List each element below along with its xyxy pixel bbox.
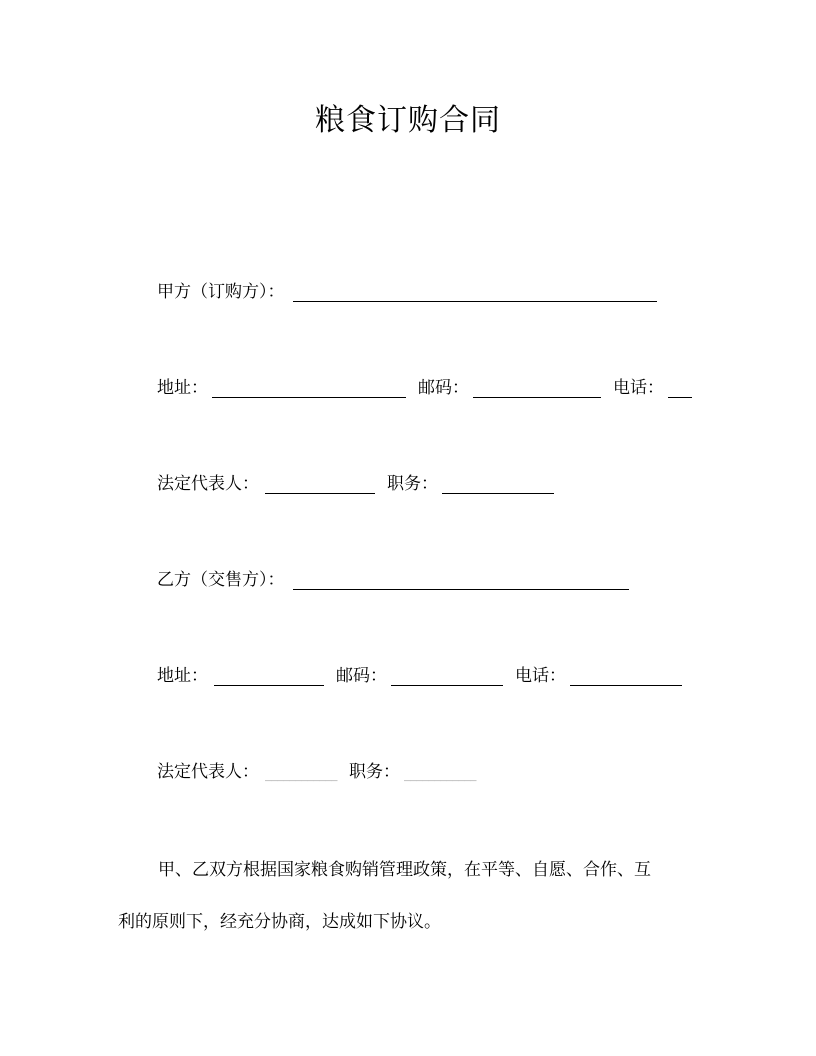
party-a-postcode-field[interactable]: [473, 379, 601, 398]
party-b-postcode-label: 邮码：: [336, 666, 387, 686]
party-b-position-field[interactable]: ____________: [404, 767, 476, 782]
intro-line-1: 甲、乙双方根据国家粮食购销管理政策，在平等、自愿、合作、互: [158, 860, 651, 880]
party-a-name-field[interactable]: [293, 283, 657, 302]
party-a-rep-row: [157, 470, 554, 494]
party-a-address-field[interactable]: [212, 379, 406, 398]
party-b-name-field[interactable]: [293, 571, 629, 590]
party-a-label: 甲方（订购方）：: [157, 282, 285, 302]
party-b-label: 乙方（交售方）：: [157, 570, 285, 590]
party-b-phone-label: 电话：: [515, 666, 566, 686]
party-a-rep-field[interactable]: [265, 475, 375, 494]
party-a-address-label: 地址：: [157, 378, 208, 398]
party-b-position-label: 职务：: [349, 762, 400, 782]
party-b-address-field[interactable]: [214, 667, 324, 686]
party-a-phone-field[interactable]: [668, 379, 692, 398]
intro-line-2: 利的原则下，经充分协商，达成如下协议。: [118, 912, 441, 932]
party-a-row: [157, 278, 657, 302]
party-b-phone-field[interactable]: [570, 667, 682, 686]
party-b-address-label: 地址：: [157, 666, 208, 686]
party-a-position-field[interactable]: [442, 475, 554, 494]
party-a-postcode-label: 邮码：: [418, 378, 469, 398]
party-b-contact-row: [157, 662, 682, 686]
document-title: 粮食订购合同: [315, 103, 501, 138]
party-b-postcode-field[interactable]: [391, 667, 503, 686]
party-b-rep-label: 法定代表人：: [157, 762, 259, 782]
party-b-row: [157, 566, 629, 590]
party-b-rep-field[interactable]: ____________: [265, 767, 337, 782]
party-a-rep-label: 法定代表人：: [157, 474, 259, 494]
party-a-phone-label: 电话：: [613, 378, 664, 398]
party-b-rep-row: [157, 758, 476, 782]
party-a-contact-row: [157, 374, 692, 398]
intro-paragraph: [118, 844, 698, 948]
party-a-position-label: 职务：: [387, 474, 438, 494]
